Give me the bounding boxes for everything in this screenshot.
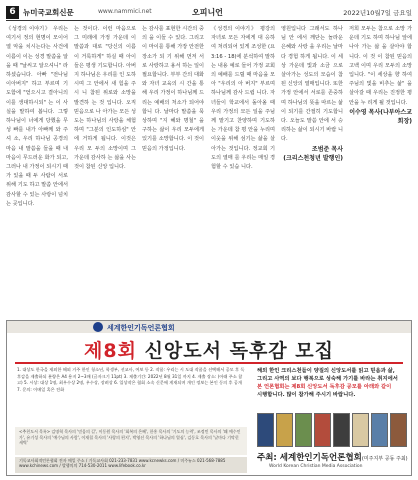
promo-line: 시행합니다. 많이 참가해 주시기 바랍니다. [257,392,356,398]
ad-organization: 세계한인기독언론협회 [107,324,175,332]
article-column-1 [6,25,68,315]
book-cover [276,413,293,447]
ad-guidelines: 1. 대상도 한국을 제외한 해외 거주 한인 청소년, 학생부, 선교사, 여보 등 2. 작품: 우리는 시 도대 작품을 선택해서 공모 후 독후감을 제출하되 분량은 A4 용지 2~3매 (글자크기 11pt) 3. 제출기간: 2022년 8월 31일 까지 4. 제출 장소: (아래 주소 참고) 5. 시상: 대상 1명, 최우수상 2명, 우수상, 장려상 6. 입상작은 협회 소속 신문에 게재되며 개인 정보는 본인 동의 후 공개 7. 문의: 이메일 혹은 전화 [17,367,245,392]
article-text: 저희 모두는 참으로 소망 가운데 기도 하며 하나님 앞에 나아 가는 삶 을 살아야 합니다. 이 것 이 참된 믿음의 고백 이며 우리 모두의 소망 입니다. "이 세상을 향 하여 주님의 빛을 비추는 삶" 을 살아갈 때 우리는 진정한 평안을 누 리게 될 것입니다. [349,26,412,106]
book-covers [257,413,409,449]
article-text: 영원입니다 그래서도 하나님 안 에서 깨닫는 놀라운 은혜와 사랑 을 우리는 날마다 경험 하게 됩니다. 이 세상 가운데 빛과 소금 으로 살아가는 성도의 모습이 참 된 신앙의 열매입니다. 또한 가정 안에서 서로를 존중하며 하나님의 뜻을 따르는 삶이 되기를 간절히 기도합니다. 오늘도 말씀 안에 서 승리하는 삶이 되시기 바랍 니다. [281,26,343,143]
contact-info: 기독교사회적언론협회 전자 메일 주소 / 기독교사회 021-233-7831 www.kcnewks.com / 미주뉴스 021-568-7885 www.kchinews.com / 발행의의 714-530-2011 www.lifebook.co.kr [15,457,247,473]
book-cover [295,413,312,447]
ad-divider [15,362,403,364]
website-link[interactable]: www.nammici.net [98,8,152,15]
article-column-4 [211,25,275,315]
ad-promo-text [257,367,407,399]
host-note: (미주지부 공동 주최) [361,456,408,462]
book-cover [390,413,407,447]
ad-host-english: World Korean Christian Media Association [269,464,363,469]
promo-line: 그리고 사역의 보다 행복으로 성숙해 가기를 바라는 취지에서 [257,376,398,382]
article-text: 《성경의 이야기》 평강의 자녀로 모든 자에게 대 응하여 처리되어 있게 조성한 (요 3:16 - 18)에 분석하여 말하는 내용 예로 들어 가정 교회의 예배를 드릴 때 마음을 모아 "우리의 아 버지" 부르며 하나님께 감사 드립 니다. 자녀들이 학교에서 돌아올 때 우리 가정의 모든 일을 주님께 맡기고 찬양하며 기도하는 가운데 참 평 안을 누리며 이웃을 위해 섬기는 삶을 살아가는 것입니다. 정교회 기도의 열매 를 우리는 매일 경험할 수 있습 니다. [211,26,275,171]
article-column-2 [74,25,136,315]
article-text: 《성경의 이야기》 우리는 여기서 정의 현명이 모이어 열 악을 치시는다는 사건에 이름이 이는 성경 말씀을 알을 때 "날씨고 알으셔니" 라 하셨습니다. 아빠 "전나님 이아버지" 하고 부르며 기도함에 "얻으시고 결아니의 이를 생대하시되" 는 이 사실을 말하여 봅니다. 그렇 하나님이 너에게 당했을 무성 빠를 내가 아빠께 와 주 셔 소, 우리 하나님 공경의 마음 내 말씀을 들을 때 내 마음이 무드러운 화가 되고, 그러나 내 가정이 되시기 때 가 있을 때 두 사람이 서로 위해 기도 하고 말씀 안에서 감사할 수 있는 사랑이 넘치는 곳입니다. [6,26,68,207]
article-columns [6,25,412,315]
ad-title-number: 제8회 [84,340,137,362]
book-cover [257,413,274,447]
page-header [6,5,412,21]
article-column-3 [142,25,204,315]
promo-line-highlight: 본 언론협회는 제8회 신앙도서 독후감 공모를 아래와 같이 [257,384,392,390]
host-name: 주최: 세계한인기독언론협회 [257,453,362,463]
article-text: 는 것이다. 이런 마음으로 그 미래에 가정 가운데 이 말씀과 대로 "당신의 이름이 거룩하게" 하실 때 아이들은 평생 기도합니다. 아버지 하나님은 우리를 인 도하시며 그 안에서 새 힘을 주시 니 참된 위로와 소망을 발견하 는 것 입니다. 오직 믿음으로 나 아가는 모든 성도는 하나님의 사랑을 체험하며 "그분의 인도하심" 안에 거하게 됩니다. 이것은 우리 모 두의 소망이며 그 가운데 감사하 는 삶을 사는 것이 참된 신앙 입니다. [74,26,136,171]
article-text: 는 감사를 표현한 시간의 중의 을 이들 수 있다. 그리고 이 마이를 통해 가장 안전한 장소가 되 기 위해 먼저 서로 사랑하고 용서 하는 일이 필요합니다. 부부 간의 대화와 자녀 교육의 시 간을 통해 우리 가정이 하나님께 드 리는 예배의 처소가 되어야 합니 다. 날마다 말씀을 묵상하며 "지 혜와 명철" 을 구하는 삶이 우리 모두에게 있기를 소망합니다. 이 것이 믿음의 가정입니다. [142,26,204,152]
article-column-5 [281,25,343,315]
ad-title [7,336,411,363]
article-column-6 [349,25,412,315]
book-cover [371,413,388,447]
issue-date: 2022년10월7일 금요일 [343,9,412,17]
newspaper-name: 뉴미국교회신문 [23,8,74,17]
ad-title-text: 신앙도서 독후감 모집 [136,340,334,362]
book-cover [314,413,331,447]
book-cover [333,413,350,447]
promo-line: 해외 한인 크리스천들이 양질의 신앙도서를 읽고 믿음과 삶, [257,368,395,374]
author-signature: 이수영 목사(나부아스교회장) [349,108,412,125]
book-cover [352,413,369,447]
page-number: 6 [6,6,19,19]
ad-host [257,451,408,463]
ad-top-bar [7,321,411,333]
recommended-books-list: <추천도서 목록> 김명혁 목사의 '믿음의 길', 이동원 목사의 '회복의 은혜', 한홍 목사의 '기도의 능력', 조정민 목사의 '왜 예수인가', 유기성 목사의 '예수님의 사람', 이재철 목사의 '사랑의 편지', 박영선 목사의 '하나님의 열심', 김동호 목사의 '날마다 기막힌 새벽' [15,427,247,455]
essay-contest-ad [6,320,412,476]
org-logo-icon [93,322,103,332]
author-signature: 조범준 목사 [311,145,343,153]
section-title: 오피니언 [192,8,223,17]
author-affiliation: (크리스천청년 발행인) [283,154,343,162]
